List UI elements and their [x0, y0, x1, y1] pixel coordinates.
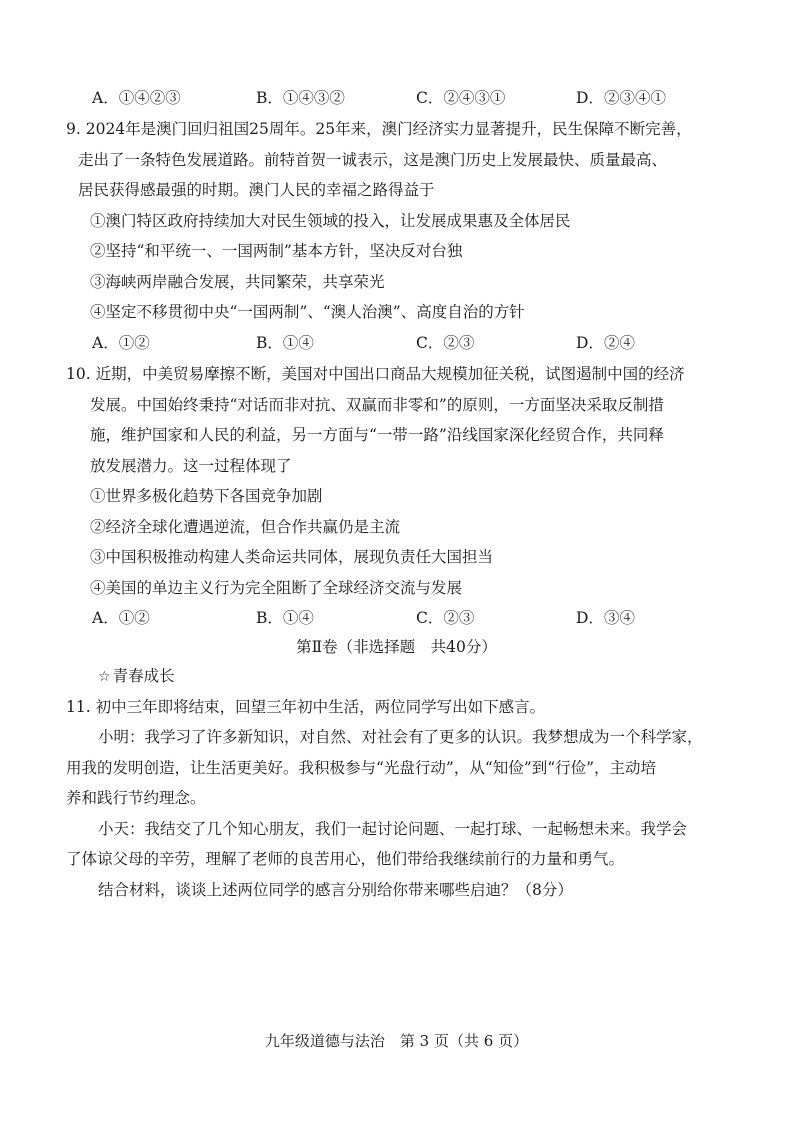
option-letter: D． [576, 609, 604, 627]
option-text: ③④ [603, 609, 635, 627]
xiaoming-line-2: 用我的发明创造，让生活更美好。我积极参与“光盘行动”，从“知俭”到“行俭”，主动培 [66, 759, 657, 777]
option-text: ①④②③ [118, 89, 181, 107]
option-letter: A． [92, 609, 119, 627]
xiaotian-line-1: 小天：我结交了几个知心朋友，我们一起讨论问题、一起打球、一起畅想未来。我学会 [98, 820, 688, 838]
star-icon: ☆ [98, 669, 111, 685]
option-letter: C． [416, 334, 444, 352]
question-10-item-4: ④美国的单边主义行为完全阻断了全球经济交流与发展 [90, 579, 463, 597]
option-letter: D． [576, 334, 604, 352]
question-10-options [92, 608, 712, 628]
xiaoming-line-1: 小明：我学习了许多新知识，对自然、对社会有了更多的认识。我梦想成为一个科学家， [98, 728, 703, 746]
option-b[interactable] [256, 88, 345, 108]
option-text: ①② [118, 609, 150, 627]
option-letter: C． [416, 89, 444, 107]
question-stem-text: 初中三年即将结束，回望三年初中生活，两位同学写出如下感言。 [95, 698, 546, 716]
option-letter: B． [256, 609, 283, 627]
question-11-stem [66, 697, 545, 717]
option-d[interactable] [576, 88, 666, 108]
option-letter: C． [416, 609, 444, 627]
question-9-item-3: ③海峡两岸融合发展，共同繁荣，共享荣光 [90, 273, 385, 291]
prev-question-options [92, 88, 712, 108]
question-number: 11. [66, 698, 91, 716]
option-text: ①② [118, 334, 150, 352]
question-10-stem-line-4: 放发展潜力。这一过程体现了 [90, 457, 292, 475]
option-text: ②④③① [443, 89, 506, 107]
question-10-stem-line-2: 发展。中国始终秉持“对话而非对抗、双赢而非零和”的原则，一方面坚决采取反制措 [90, 396, 664, 414]
question-stem-text: 近期，中美贸易摩擦不断，美国对中国出口商品大规模加征关税，试图遏制中国的经济 [95, 365, 685, 383]
option-b[interactable] [256, 333, 314, 353]
option-c[interactable] [416, 333, 474, 353]
option-a[interactable] [92, 333, 150, 353]
question-stem-text: 2024年是澳门回归祖国25周年。25年来，澳门经济实力显著提升，民生保障不断完善， [85, 120, 692, 138]
option-c[interactable] [416, 88, 505, 108]
option-text: ②③ [443, 334, 475, 352]
option-letter: B． [256, 334, 283, 352]
category-heading [98, 666, 175, 687]
question-10-item-1: ①世界多极化趋势下各国竞争加剧 [90, 487, 323, 505]
question-9-item-2: ②坚持“和平统一、一国两制”基本方针，坚决反对台独 [90, 242, 463, 260]
option-text: ①④ [282, 609, 314, 627]
option-text: ①④③② [282, 89, 345, 107]
category-label: 青春成长 [112, 667, 175, 685]
question-9-stem-line-3: 居民获得感最强的时期。澳门人民的幸福之路得益于 [78, 181, 435, 199]
question-10-item-3: ③中国积极推动构建人类命运共同体，展现负责任大国担当 [90, 548, 494, 566]
option-letter: D． [576, 89, 604, 107]
xiaotian-line-2: 了体谅父母的辛劳，理解了老师的良苦用心，他们带给我继续前行的力量和勇气。 [66, 850, 625, 868]
question-number: 10. [66, 365, 91, 383]
question-10-item-2: ②经济全球化遭遇逆流，但合作共赢仍是主流 [90, 518, 401, 536]
option-text: ②④ [603, 334, 635, 352]
option-b[interactable] [256, 608, 314, 628]
page-footer: 九年级道德与法治 第 3 页（共 6 页） [264, 1032, 529, 1050]
option-a[interactable] [92, 88, 181, 108]
question-9-stem-line-2: 走出了一条特色发展道路。前特首贺一诚表示，这是澳门历史上发展最快、质量最高、 [78, 151, 668, 169]
question-10-stem-line-3: 施，维护国家和人民的利益，另一方面与“一带一路”沿线国家深化经贸合作，共同释 [90, 426, 664, 444]
question-11-prompt: 结合材料，谈谈上述两位同学的感言分别给你带来哪些启迪？（8分） [98, 881, 573, 899]
option-d[interactable] [576, 333, 635, 353]
question-9-item-4: ④坚定不移贯彻中央“一国两制”、“澳人治澳”、高度自治的方针 [90, 303, 525, 321]
question-10-stem-line-1 [66, 364, 685, 384]
option-letter: A． [92, 89, 119, 107]
xiaoming-line-3: 养和践行节约理念。 [66, 789, 206, 807]
option-text: ②③ [443, 609, 475, 627]
option-letter: B． [256, 89, 283, 107]
question-9-stem-line-1 [66, 119, 692, 139]
question-9-options [92, 333, 712, 353]
option-a[interactable] [92, 608, 150, 628]
option-text: ①④ [282, 334, 314, 352]
option-letter: A． [92, 334, 119, 352]
option-c[interactable] [416, 608, 474, 628]
option-d[interactable] [576, 608, 635, 628]
question-9-item-1: ①澳门特区政府持续加大对民生领域的投入，让发展成果惠及全体居民 [90, 212, 571, 230]
section-title: 第Ⅱ卷（非选择题 共40分） [296, 638, 497, 656]
question-number: 9. [66, 120, 81, 138]
option-text: ②③④① [603, 89, 666, 107]
